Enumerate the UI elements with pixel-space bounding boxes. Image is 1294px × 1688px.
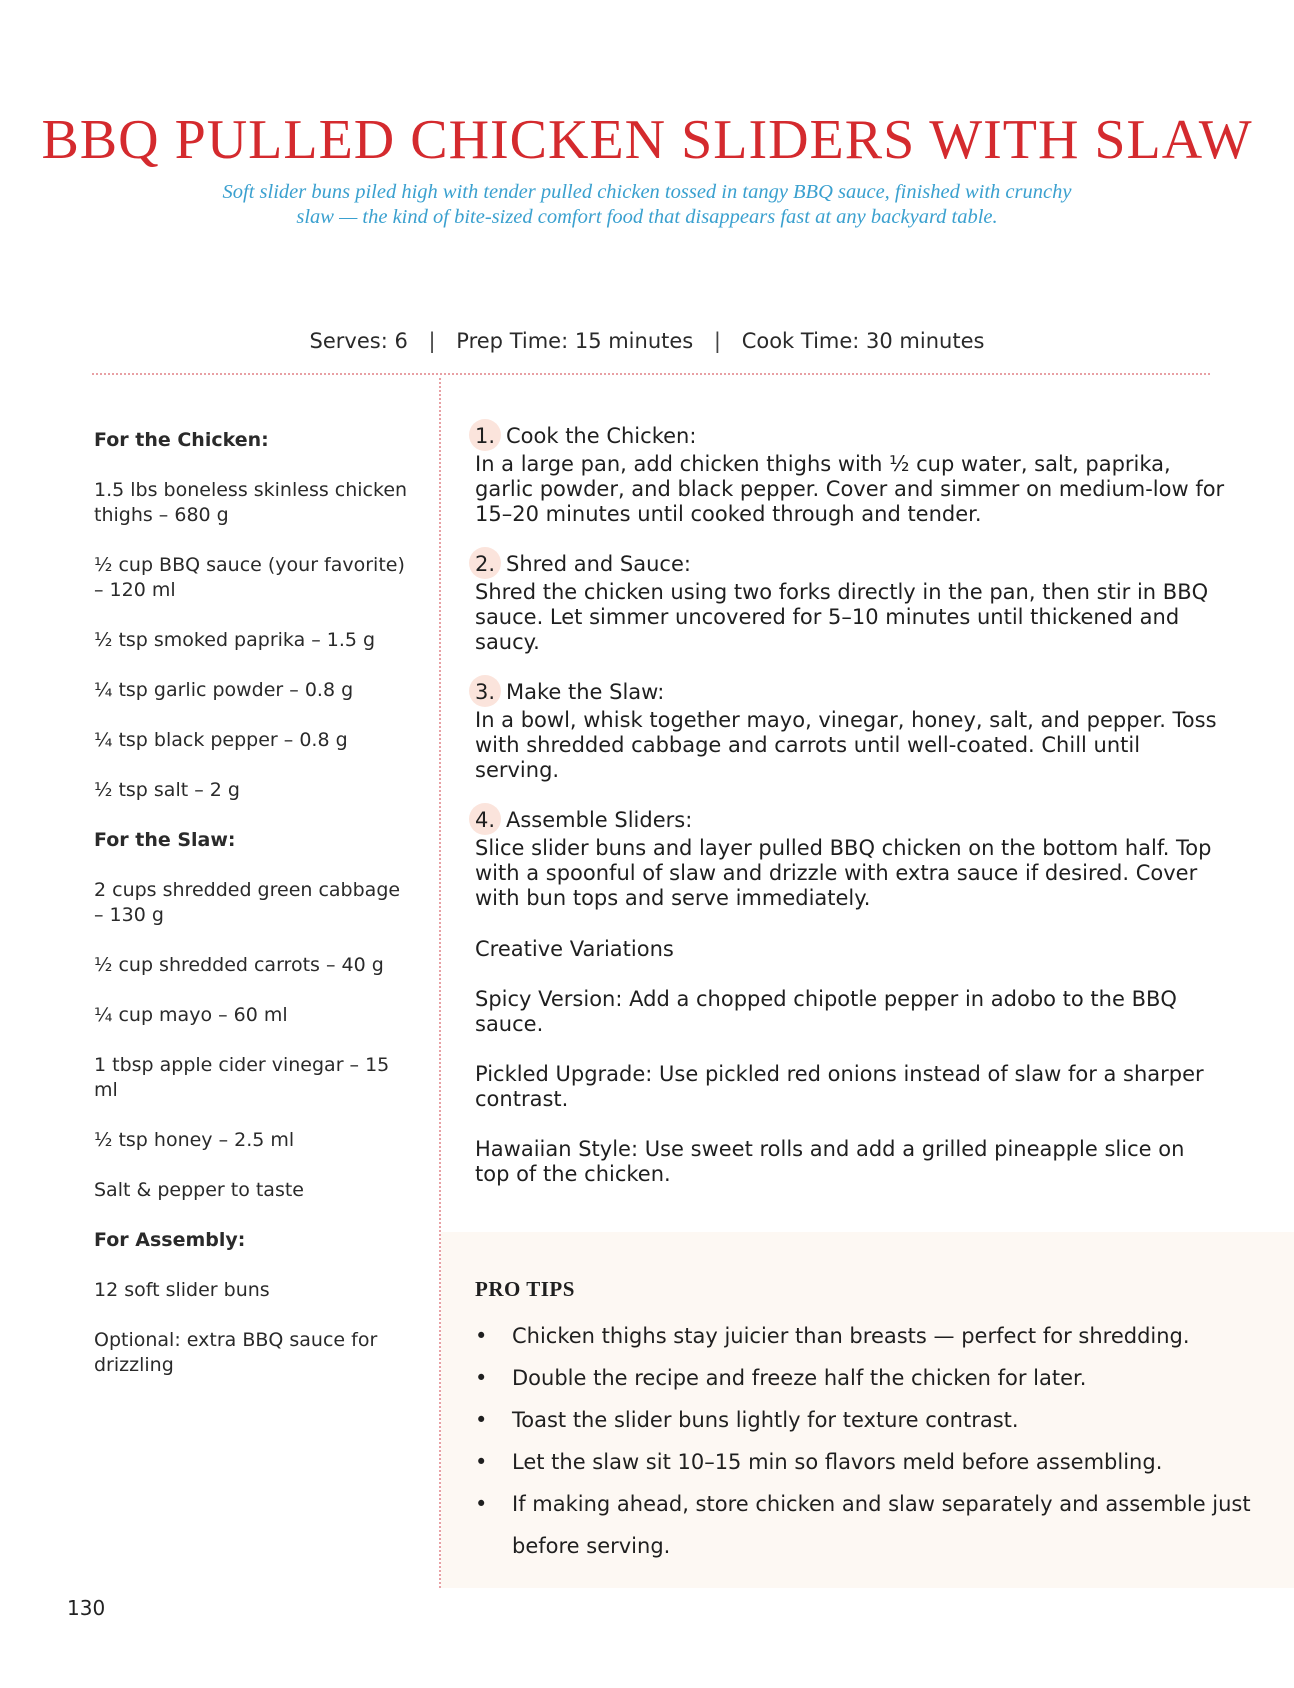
variation-item: Pickled Upgrade: Use pickled red onions instead of slaw for a sharper contrast. [475, 1062, 1204, 1111]
meta-separator: | [713, 329, 721, 353]
pro-tips-box [441, 1232, 1294, 1588]
horizontal-divider [92, 373, 1210, 375]
step-number-badge [469, 803, 501, 835]
step-number: 1. [475, 424, 496, 448]
pro-tip-item [475, 1357, 1255, 1399]
step-number-badge [469, 675, 501, 707]
recipe-subtitle [200, 180, 1094, 230]
pro-tip-item [475, 1441, 1255, 1483]
instruction-step [475, 424, 1225, 527]
chicken-ingredients-heading: For the Chicken: [94, 429, 269, 451]
pro-tip-item [475, 1315, 1255, 1357]
assembly-ingredients-heading: For Assembly: [94, 1229, 246, 1251]
ingredient-item: ¼ tsp black pepper – 0.8 g [94, 729, 348, 751]
pro-tips-heading: PRO TIPS [475, 1277, 575, 1301]
pro-tip-text: Double the recipe and freeze half the chicken for later. [512, 1366, 1087, 1390]
ingredient-item: ½ tsp honey – 2.5 ml [94, 1129, 295, 1151]
variation-item: Hawaiian Style: Use sweet rolls and add a grilled pineapple slice on top of the chicken. [475, 1137, 1185, 1186]
subtitle-line-2: slaw — the kind of bite-sized comfort food that disappears fast at any backyard table. [296, 206, 998, 228]
instruction-step [475, 680, 1225, 783]
step-number-badge [469, 419, 501, 451]
ingredient-item: Salt & pepper to taste [94, 1179, 304, 1201]
bullet-icon: • [475, 1408, 488, 1432]
ingredient-item: 1.5 lbs boneless skinless chicken thighs – 680 g [94, 479, 408, 526]
ingredient-item: ½ tsp smoked paprika – 1.5 g [94, 629, 376, 651]
instructions-column [475, 424, 1225, 936]
slaw-ingredients-heading: For the Slaw: [94, 829, 236, 851]
ingredient-item: Optional: extra BBQ sauce for drizzling [94, 1329, 378, 1376]
ingredients-column [94, 428, 414, 1403]
ingredient-item: 12 soft slider buns [94, 1279, 270, 1301]
pro-tip-item [475, 1483, 1255, 1567]
step-number: 3. [475, 680, 496, 704]
variation-item: Spicy Version: Add a chopped chipotle pepper in adobo to the BBQ sauce. [475, 987, 1177, 1036]
serves-info: Serves: 6 [309, 329, 408, 353]
step-title: Make the Slaw: [506, 680, 665, 704]
variations-heading: Creative Variations [475, 937, 674, 961]
ingredient-item: ½ cup BBQ sauce (your favorite) – 120 ml [94, 554, 405, 601]
recipe-title: BBQ PULLED CHICKEN SLIDERS WITH SLAW [41, 109, 1253, 171]
step-number-badge [469, 547, 501, 579]
ingredient-item: ¼ tsp garlic powder – 0.8 g [94, 679, 354, 701]
ingredient-item: 1 tbsp apple cider vinegar – 15 ml [94, 1054, 390, 1101]
ingredient-item: ½ tsp salt – 2 g [94, 779, 240, 801]
step-title: Shred and Sauce: [506, 552, 691, 576]
step-body: In a bowl, whisk together mayo, vinegar, honey, salt, and pepper. Toss with shredded cabbage and carrots until well-coated. Chill until serving. [475, 708, 1217, 782]
ingredient-item: ¼ cup mayo – 60 ml [94, 1004, 288, 1026]
bullet-icon: • [475, 1450, 488, 1474]
step-body: Shred the chicken using two forks directly in the pan, then stir in BBQ sauce. Let simmer uncovered for 5–10 minutes until thickened and saucy. [475, 580, 1209, 654]
bullet-icon: • [475, 1324, 488, 1348]
pro-tips-list [475, 1315, 1255, 1567]
creative-variations [475, 937, 1225, 1212]
step-number: 2. [475, 552, 496, 576]
pro-tip-text: Chicken thighs stay juicier than breasts — perfect for shredding. [512, 1324, 1190, 1348]
instruction-step [475, 808, 1225, 911]
bullet-icon: • [475, 1366, 488, 1390]
pro-tip-text: If making ahead, store chicken and slaw separately and assemble just before serving. [512, 1492, 1251, 1558]
step-body: In a large pan, add chicken thighs with ½ cup water, salt, paprika, garlic powder, and black pepper. Cover and simmer on medium-low for 15–20 minutes until cooked through and tender. [475, 452, 1225, 526]
step-number: 4. [475, 808, 496, 832]
pro-tip-item [475, 1399, 1255, 1441]
step-title: Cook the Chicken: [506, 424, 697, 448]
ingredient-item: 2 cups shredded green cabbage – 130 g [94, 879, 401, 926]
ingredient-item: ½ cup shredded carrots – 40 g [94, 954, 384, 976]
page-number: 130 [67, 1596, 106, 1620]
instruction-step [475, 552, 1225, 655]
step-body: Slice slider buns and layer pulled BBQ chicken on the bottom half. Top with a spoonful of slaw and drizzle with extra sauce if desired. Cover with bun tops and serve immediately. [475, 836, 1212, 910]
cook-time: Cook Time: 30 minutes [741, 329, 985, 353]
bullet-icon: • [475, 1492, 488, 1516]
pro-tip-text: Toast the slider buns lightly for texture contrast. [512, 1408, 1019, 1432]
subtitle-line-1: Soft slider buns piled high with tender pulled chicken tossed in tangy BBQ sauce, finished with crunchy [222, 181, 1072, 203]
step-title: Assemble Sliders: [506, 808, 693, 832]
meta-separator: | [428, 329, 436, 353]
pro-tip-text: Let the slaw sit 10–15 min so flavors meld before assembling. [512, 1450, 1163, 1474]
prep-time: Prep Time: 15 minutes [456, 329, 694, 353]
recipe-meta [0, 329, 1294, 353]
